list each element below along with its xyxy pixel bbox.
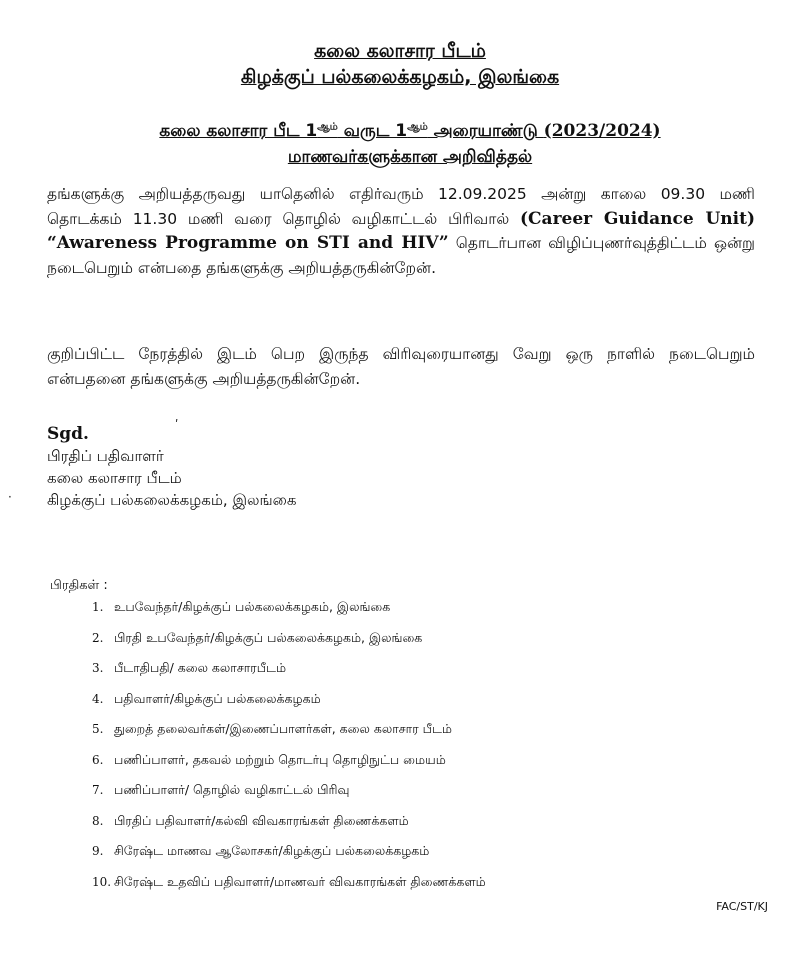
list-item [92,751,486,782]
p1-text-a: தங்களுக்கு அறியத்தருவது யாதெனில் எதிர்வரும் 12.09.2025 அன்று காலை 09.30 மணி தொடக்கம் 11.30 மணி வரை தொழில் வழிகாட்டல் பிரிவால் [47,185,755,228]
notice-subtitle: மாணவர்களுக்கான அறிவித்தல் [287,147,533,167]
title-part2: வருட 1 [337,121,408,141]
list-item [92,720,486,751]
list-item-number: 3. [92,661,104,675]
faculty-heading: கலை கலாசார பீடம் [314,40,486,62]
copies-list [92,598,486,903]
p1-career-guidance: (Career Guidance Unit) [519,208,755,229]
list-item-number: 4. [92,691,104,706]
signature-sgd: Sgd. [47,424,89,444]
title-sup2: ஆம் [407,121,428,133]
list-item-text: சிரேஷ்ட மாணவ ஆலோசகர்/கிழக்குப் பல்கலைக்கழகம் [114,843,430,858]
title-sup1: ஆம் [317,121,338,133]
list-item-number: 2. [92,630,104,645]
list-item-number: 9. [92,844,104,858]
list-item-number: 7. [92,783,104,797]
p1-text-c: தொடர்பான விழிப்புணர்வுத்திட்டம் ஒன்று நடைபெறும் என்பதை தங்களுக்கு அறியத்தருகின்றேன். [47,234,756,277]
body-paragraph-2: குறிப்பிட்ட நேரத்தில் இடம் பெற இருந்த விரிவுரையானது வேறு ஒரு நாளில் நடைபெறும் என்பதனை தங்களுக்கு அறியத்தருகின்றேன். [47,345,755,388]
copies-label: பிரதிகள் : [50,578,108,593]
list-item-text: சிரேஷ்ட உதவிப் பதிவாளர்/மாணவர் விவகாரங்கள் திணைக்களம் [114,873,486,889]
signature-block [47,423,296,511]
university-heading: கிழக்குப் பல்கலைக்கழகம், இலங்கை [240,66,560,88]
list-item [92,873,486,904]
stray-mark: ʹ [175,418,179,432]
list-item [92,781,486,812]
list-item-text: பீடாதிபதி/ கலை கலாசாரபீடம் [114,660,287,675]
reference-code: FAC/ST/KJ [716,900,768,913]
list-item-text: பணிப்பாளர், தகவல் மற்றும் தொடர்பு தொழிநுட்ப மையம் [114,751,446,767]
list-item [92,842,486,873]
title-part3: அரையாண்டு [427,121,544,141]
list-item [92,629,486,660]
signature-faculty: கலை கலாசார பீடம் [47,469,182,487]
list-item-number: 5. [92,722,104,736]
list-item-text: பிரதி உபவேந்தர்/கிழக்குப் பல்கலைக்கழகம், இலங்கை [114,629,423,645]
title-year: (2023/2024) [543,121,661,141]
list-item-number: 8. [92,813,104,828]
list-item [92,598,486,629]
p1-programme-name: “Awareness Programme on STI and HIV” [47,233,449,253]
list-item-number: 6. [92,752,104,767]
list-item-text: உபவேந்தர்/கிழக்குப் பல்கலைக்கழகம், இலங்கை [114,599,391,614]
list-item [92,659,486,690]
list-item [92,812,486,843]
list-item-text: பணிப்பாளர்/ தொழில் வழிகாட்டல் பிரிவு [114,782,350,797]
signature-university: கிழக்குப் பல்கலைக்கழகம், இலங்கை [47,491,297,509]
list-item-number: 10. [92,874,112,889]
list-item-number: 1. [92,600,104,614]
body-paragraph-1 [47,182,755,280]
notice-title [60,121,760,143]
list-item-text: பதிவாளர்/கிழக்குப் பல்கலைக்கழகம் [114,690,321,706]
list-item-text: பிரதிப் பதிவாளர்/கல்வி விவகாரங்கள் திணைக்களம் [114,812,409,828]
margin-mark: · [8,490,12,504]
list-item-text: துறைத் தலைவர்கள்/இணைப்பாளர்கள், கலை கலாசார பீடம் [114,721,452,736]
title-part1: கலை கலாசார பீட 1 [159,121,318,141]
list-item [92,690,486,721]
signature-title: பிரதிப் பதிவாளர் [47,447,164,465]
